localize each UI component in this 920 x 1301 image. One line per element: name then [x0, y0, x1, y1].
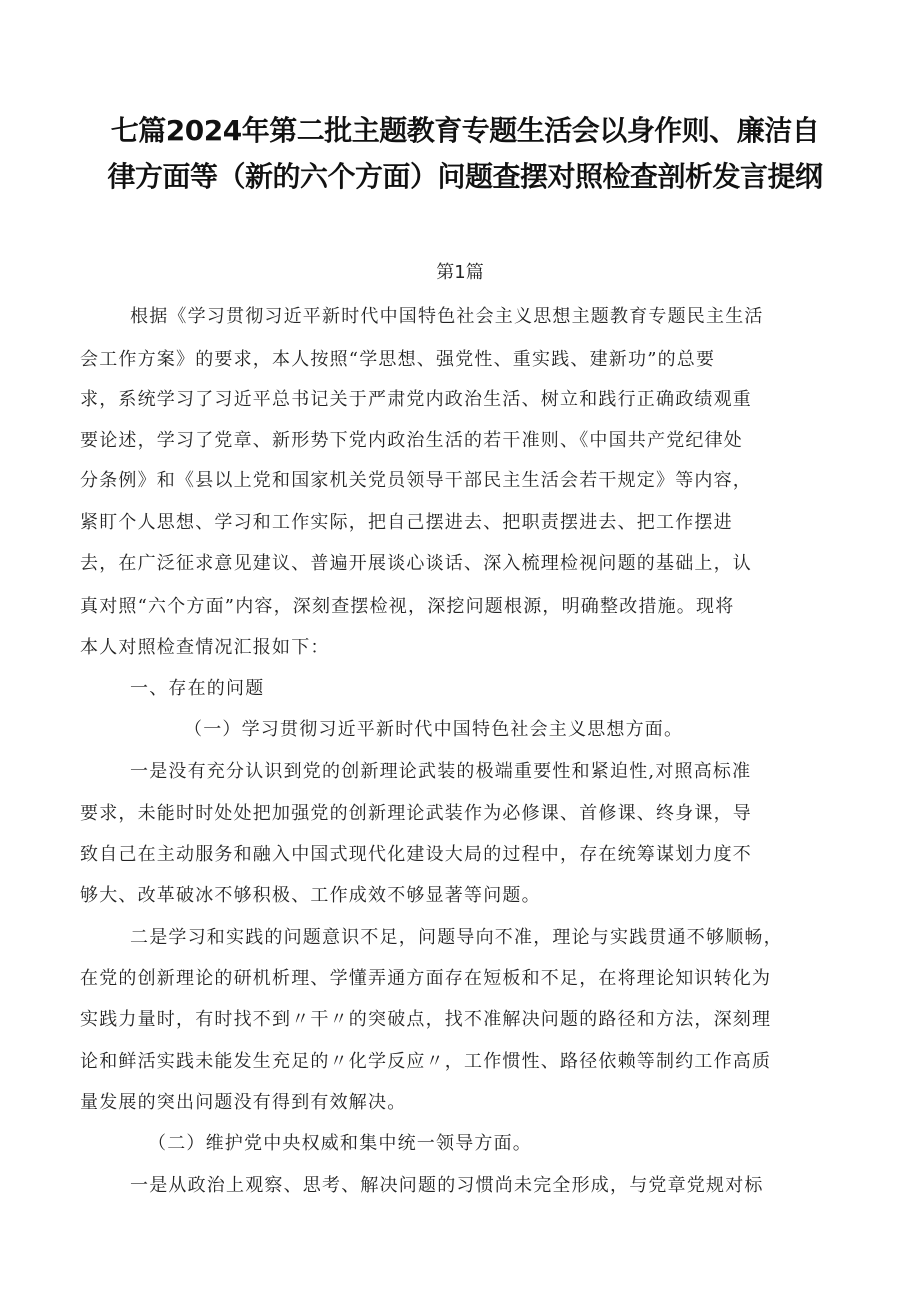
text-line: 求，系统学习了习近平总书记关于严肃党内政治生活、树立和践行正确政绩观重 — [80, 389, 752, 410]
text-line: 真对照“六个方面”内容，深刻查摆检视，深挖问题根源，明确整改措施。现将 — [80, 596, 735, 617]
text-line: 够大、改革破冰不够积极、工作成效不够显著等问题。 — [80, 885, 541, 906]
section-heading: 一、存在的问题 — [130, 678, 265, 699]
text-line: 根据《学习贯彻习近平新时代中国特色社会主义思想主题教育专题民主生活 — [130, 306, 764, 327]
text-line: 论和鲜活实践未能发生充足的〃化学反应〃，工作惯性、路径依赖等制约工作高质 — [80, 1051, 772, 1072]
text-line: 在党的创新理论的研机析理、学懂弄通方面存在短板和不足，在将理论知识转化为 — [80, 968, 772, 989]
text-line: 实践力量时，有时找不到〃干〃的突破点，找不准解决问题的路径和方法，深刻理 — [80, 1009, 772, 1030]
text-line: 量发展的突出问题没有得到有效解决。 — [80, 1092, 407, 1113]
subsection-heading: （一）学习贯彻习近平新时代中国特色社会主义思想方面。 — [184, 719, 684, 740]
text-line: 去，在广泛征求意见建议、普遍开展谈心谈话、深入梳理检视问题的基础上，认 — [80, 553, 752, 574]
text-line: 本人对照检查情况汇报如下： — [80, 637, 330, 658]
text-line: 要论述，学习了党章、新形势下党内政治生活的若干准则、《中国共产党纪律处 — [80, 430, 743, 451]
title-line-2: 律方面等（新的六个方面）问题查摆对照检查剖析发言提纲 — [107, 160, 823, 193]
text-line: 要求，未能时时处处把加强党的创新理论武装作为必修课、首修课、终身课，导 — [80, 803, 752, 824]
title-line-1: 七篇2024年第二批主题教育专题生活会以身作则、廉洁自 — [110, 114, 820, 147]
document-title — [70, 108, 860, 200]
text-line: 一是没有充分认识到党的创新理论武装的极端重要性和紧迫性,对照高标准 — [130, 761, 752, 782]
subsection-heading: （二）维护党中央权威和集中统一领导方面。 — [148, 1133, 532, 1154]
text-line: 二是学习和实践的问题意识不足，问题导向不准，理论与实践贯通不够顺畅， — [130, 927, 783, 948]
text-line: 紧盯个人思想、学习和工作实际，把自己摆进去、把职责摆进去、把工作摆进 — [80, 512, 733, 533]
text-line: 致自己在主动服务和融入中国式现代化建设大局的过程中，存在统筹谋划力度不 — [80, 844, 752, 865]
section-label: 第1篇 — [436, 262, 484, 283]
text-line: 一是从政治上观察、思考、解决问题的习惯尚未完全形成，与党章党规对标 — [130, 1175, 764, 1196]
text-line: 会工作方案》的要求，本人按照“学思想、强党性、重实践、建新功”的总要 — [80, 349, 716, 370]
text-line: 分条例》和《县以上党和国家机关党员领导干部民主生活会若干规定》等内容， — [80, 470, 752, 491]
